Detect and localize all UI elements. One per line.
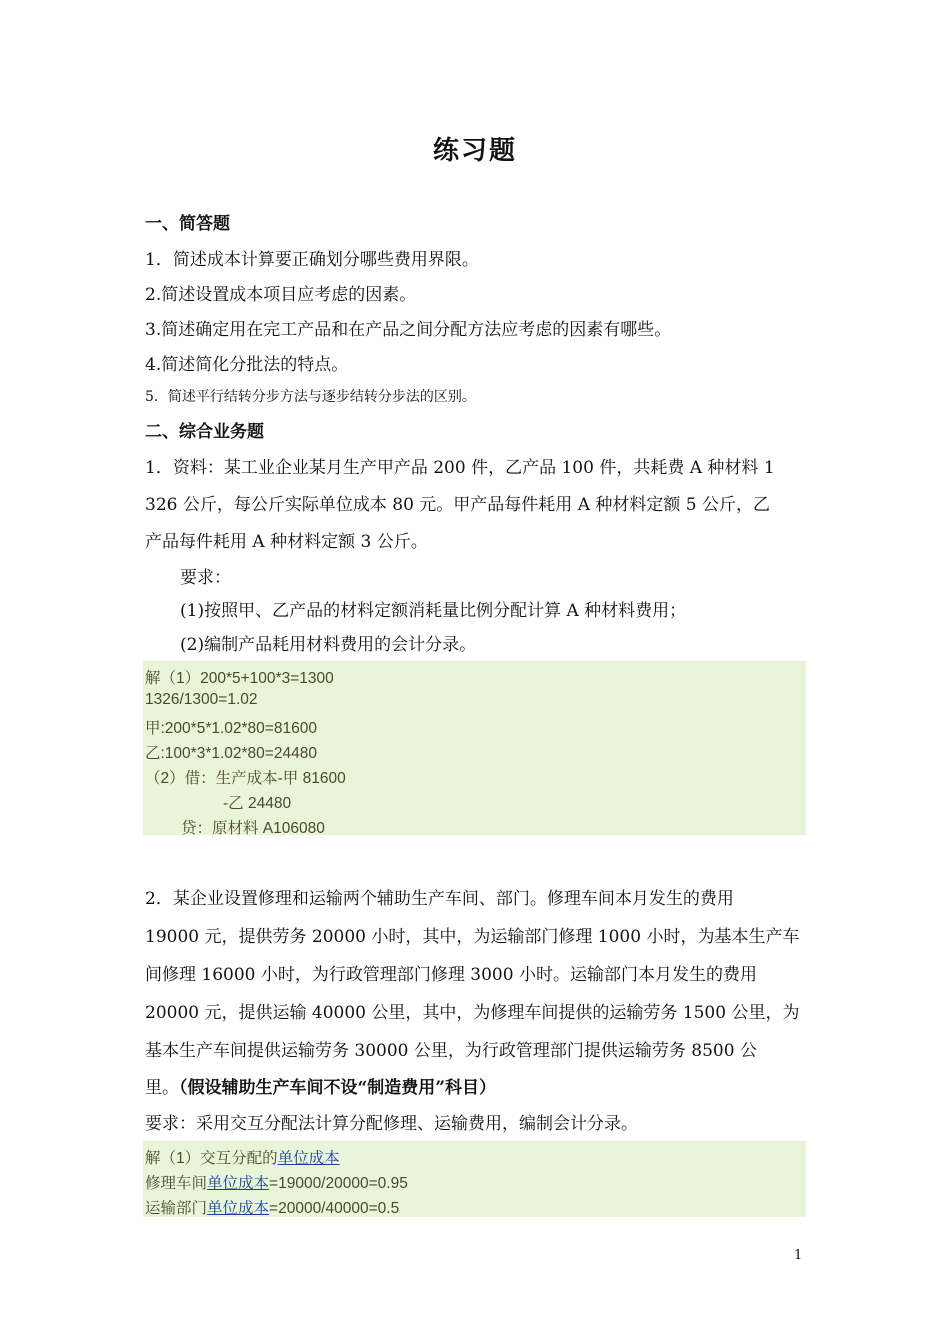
problem-1-line-3: 产品每件耗用 A 种材料定额 3 公斤。	[145, 532, 428, 552]
problem-2-line-2: 19000 元，提供劳务 20000 小时，其中，为运输部门修理 1000 小时，为基本生产车	[145, 927, 800, 947]
solution-1-box	[143, 661, 806, 835]
solution-1-line: （2）借：生产成本-甲 81600	[145, 770, 346, 787]
problem-2-requirement: 要求：采用交互分配法计算分配修理、运输费用，编制会计分录。	[145, 1114, 638, 1134]
question-5: 5．简述平行结转分步方法与逐步结转分步法的区别。	[145, 389, 476, 405]
problem-2-line-5: 基本生产车间提供运输劳务 30000 公里，为行政管理部门提供运输劳务 8500 公	[145, 1041, 757, 1061]
solution-2-line	[145, 1196, 399, 1218]
problem-2-line-1: 2．某企业设置修理和运输两个辅助生产车间、部门。修理车间本月发生的费用	[145, 889, 734, 909]
question-4: 4.简述简化分批法的特点。	[145, 355, 349, 375]
question-1: 1．简述成本计算要正确划分哪些费用界限。	[145, 250, 479, 270]
problem-2-assumption: （假设辅助生产车间不设“制造费用”科目）	[179, 1078, 497, 1098]
question-2: 2.简述设置成本项目应考虑的因素。	[145, 285, 417, 305]
problem-1-line-2: 326 公斤，每公斤实际单位成本 80 元。甲产品每件耗用 A 种材料定额 5 公斤，乙	[145, 495, 770, 515]
solution-1-line: 1326/1300=1.02	[145, 691, 258, 708]
problem-2-line-4: 20000 元，提供运输 40000 公里，其中，为修理车间提供的运输劳务 1500 公里，为	[145, 1003, 800, 1023]
problem-1-requirement-1: (1)按照甲、乙产品的材料定额消耗量比例分配计算 A 种材料费用；	[180, 601, 687, 621]
problem-1-line-1: 1．资料：某工业企业某月生产甲产品 200 件，乙产品 100 件，共耗费 A 种材料 1	[145, 458, 775, 478]
page-number: 1	[794, 1248, 803, 1263]
solution-2-text: 修理车间	[145, 1175, 208, 1192]
solution-2-line	[145, 1146, 340, 1168]
solution-2-text: 运输部门	[145, 1200, 208, 1217]
solution-1-line: 解（1）200*5+100*3=1300	[145, 670, 334, 687]
solution-1-line: 甲:200*5*1.02*80=81600	[145, 720, 317, 737]
solution-2-line	[145, 1171, 408, 1193]
solution-2-box	[143, 1141, 806, 1217]
solution-1-line: 乙:100*3*1.02*80=24480	[145, 745, 317, 762]
problem-2-line-6-text: 里。	[145, 1078, 179, 1098]
section-heading-short-answer: 一、简答题	[145, 214, 230, 234]
question-3: 3.简述确定用在完工产品和在产品之间分配方法应考虑的因素有哪些。	[145, 320, 672, 340]
solution-2-formula: =20000/40000=0.5	[269, 1200, 400, 1217]
unit-cost-link[interactable]: 单位成本	[207, 1175, 270, 1192]
solution-1-line: -乙 24480	[223, 795, 292, 812]
section-heading-comprehensive: 二、综合业务题	[145, 422, 264, 442]
page-title: 练习题	[432, 136, 517, 166]
problem-2-line-6	[145, 1073, 496, 1098]
unit-cost-link[interactable]: 单位成本	[277, 1150, 340, 1167]
solution-2-text: 解（1）交互分配的	[145, 1150, 278, 1167]
problem-1-requirement-2: (2)编制产品耗用材料费用的会计分录。	[180, 635, 477, 655]
problem-1-requirement: 要求：	[180, 568, 231, 588]
solution-2-formula: =19000/20000=0.95	[269, 1175, 408, 1192]
unit-cost-link[interactable]: 单位成本	[207, 1200, 270, 1217]
problem-2-line-3: 间修理 16000 小时，为行政管理部门修理 3000 小时。运输部门本月发生的费用	[145, 965, 757, 985]
solution-1-line: 贷：原材料 A106080	[181, 820, 325, 837]
